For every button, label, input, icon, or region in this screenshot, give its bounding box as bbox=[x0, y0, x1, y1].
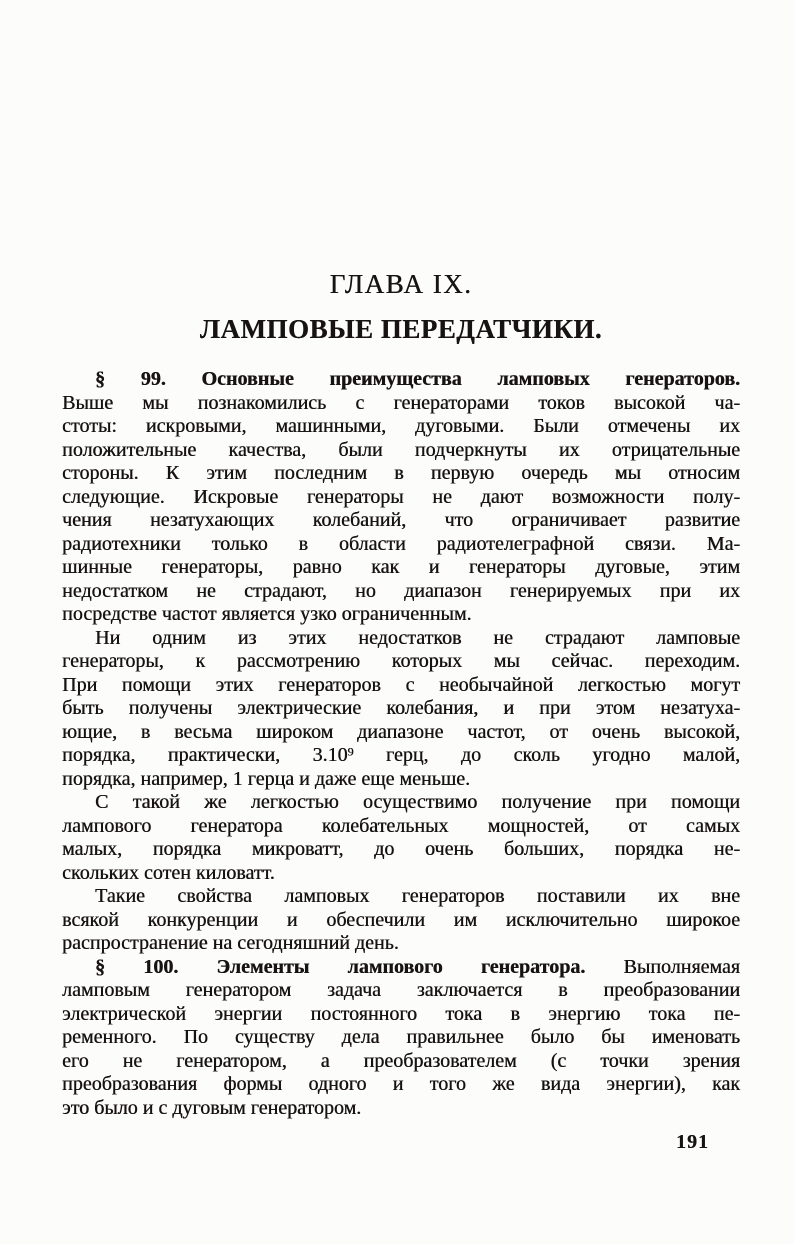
text-line bbox=[62, 368, 740, 392]
text-column bbox=[62, 270, 740, 1120]
text-segment: скольких сотен киловатт. bbox=[62, 861, 275, 884]
text-line bbox=[62, 979, 740, 1003]
text-segment: распространение на сегодняшний день. bbox=[62, 932, 399, 954]
text-line bbox=[62, 956, 740, 980]
text-line bbox=[62, 627, 740, 651]
text-segment: положительные качества, были подчеркнуты их отрицательные bbox=[62, 438, 740, 461]
text-segment: чения незатухающих колебаний, что ограничивает развитие bbox=[62, 509, 740, 531]
body-text bbox=[62, 368, 740, 1120]
text-segment: его не генератором, а преобразователем (с точки зрения bbox=[62, 1049, 740, 1072]
text-line bbox=[62, 885, 740, 909]
text-segment: лампового генератора колебательных мощностей, от самых bbox=[62, 814, 740, 837]
text-segment: следующие. Искровые генераторы не дают возможности полу- bbox=[62, 485, 740, 508]
text-segment: электрической энергии постоянного тока в энергию тока пе- bbox=[62, 1002, 740, 1025]
paragraph bbox=[62, 885, 740, 956]
text-segment: Выполняемая bbox=[585, 955, 740, 978]
text-segment: порядка, например, 1 герца и даже еще меньше. bbox=[62, 767, 470, 790]
text-segment: Выше мы познакомились с генераторами токов высокой ча- bbox=[62, 391, 740, 414]
text-line bbox=[62, 697, 740, 721]
text-segment: порядка, практически, 3.10 bbox=[62, 744, 348, 766]
text-segment: генераторы, к рассмотрению которых мы сейчас. переходим. bbox=[62, 650, 740, 672]
superscript-exponent: 9 bbox=[347, 744, 354, 759]
text-segment: радиотехники только в области радиотелеграфной связи. Ма- bbox=[62, 532, 740, 555]
text-line bbox=[62, 415, 740, 439]
text-line bbox=[62, 838, 740, 862]
paragraph bbox=[62, 627, 740, 792]
text-line bbox=[62, 556, 740, 580]
text-line bbox=[62, 1050, 740, 1074]
text-line bbox=[62, 392, 740, 416]
text-line bbox=[62, 744, 740, 768]
text-line bbox=[62, 603, 740, 627]
paragraph bbox=[62, 791, 740, 885]
section-heading-text: § 99. Основные преимущества ламповых генераторов. bbox=[95, 368, 740, 390]
text-line bbox=[62, 1073, 740, 1097]
text-segment: ющие, в весьма широком диапазоне частот, от очень высокой, bbox=[62, 720, 740, 743]
text-line bbox=[62, 932, 740, 956]
text-line bbox=[62, 1097, 740, 1121]
text-line bbox=[62, 909, 740, 933]
text-segment: герц, до сколь угодно малой, bbox=[353, 744, 741, 766]
paragraph bbox=[62, 956, 740, 1121]
text-segment: всякой конкуренции и обеспечили им исключительно широкое bbox=[62, 908, 740, 931]
text-line bbox=[62, 1026, 740, 1050]
text-segment: стороны. К этим последним в первую очередь мы относим bbox=[62, 462, 740, 484]
chapter-title: ЛАМПОВЫЕ ПЕРЕДАТЧИКИ. bbox=[199, 314, 603, 344]
chapter-heading: ГЛАВА IX. bbox=[329, 269, 473, 299]
text-line bbox=[62, 674, 740, 698]
paragraph bbox=[62, 368, 740, 627]
text-segment: стоты: искровыми, машинными, дуговыми. Были отмечены их bbox=[62, 415, 740, 437]
page-number: 191 bbox=[676, 1131, 709, 1153]
text-line bbox=[62, 509, 740, 533]
text-line bbox=[62, 862, 740, 886]
text-line bbox=[62, 815, 740, 839]
text-segment: преобразования формы одного и того же вида энергии), как bbox=[62, 1073, 740, 1095]
text-segment: ламповым генератором задача заключается в преобразовании bbox=[62, 979, 740, 1001]
text-segment: шинные генераторы, равно как и генераторы дуговые, этим bbox=[62, 556, 740, 578]
text-segment: недостатком не страдают, но диапазон генерируемых при их bbox=[62, 579, 740, 602]
text-line bbox=[62, 791, 740, 815]
text-line bbox=[62, 650, 740, 674]
text-line bbox=[62, 721, 740, 745]
text-segment: малых, порядка микроватт, до очень больших, порядка не- bbox=[62, 838, 740, 860]
text-line bbox=[62, 462, 740, 486]
text-line bbox=[62, 580, 740, 604]
text-segment: Ни одним из этих недостатков не страдают ламповые bbox=[95, 626, 740, 649]
section-heading-text: § 100. Элементы лампового генератора. bbox=[95, 955, 586, 978]
text-segment: С такой же легкостью осуществимо получение при помощи bbox=[95, 791, 740, 813]
text-segment: ременного. По существу дела правильнее было бы именовать bbox=[62, 1026, 740, 1048]
text-line bbox=[62, 1003, 740, 1027]
text-segment: быть получены электрические колебания, и при этом незатуха- bbox=[62, 697, 740, 719]
text-segment: это было и с дуговым генератором. bbox=[62, 1096, 362, 1119]
text-segment: При помощи этих генераторов с необычайной легкостью могут bbox=[62, 673, 740, 696]
text-segment: Такие свойства ламповых генераторов поставили их вне bbox=[95, 885, 740, 907]
text-line bbox=[62, 486, 740, 510]
text-line bbox=[62, 768, 740, 792]
text-line bbox=[62, 439, 740, 463]
text-segment: посредстве частот является узко ограниченным. bbox=[62, 603, 472, 625]
text-line bbox=[62, 533, 740, 557]
